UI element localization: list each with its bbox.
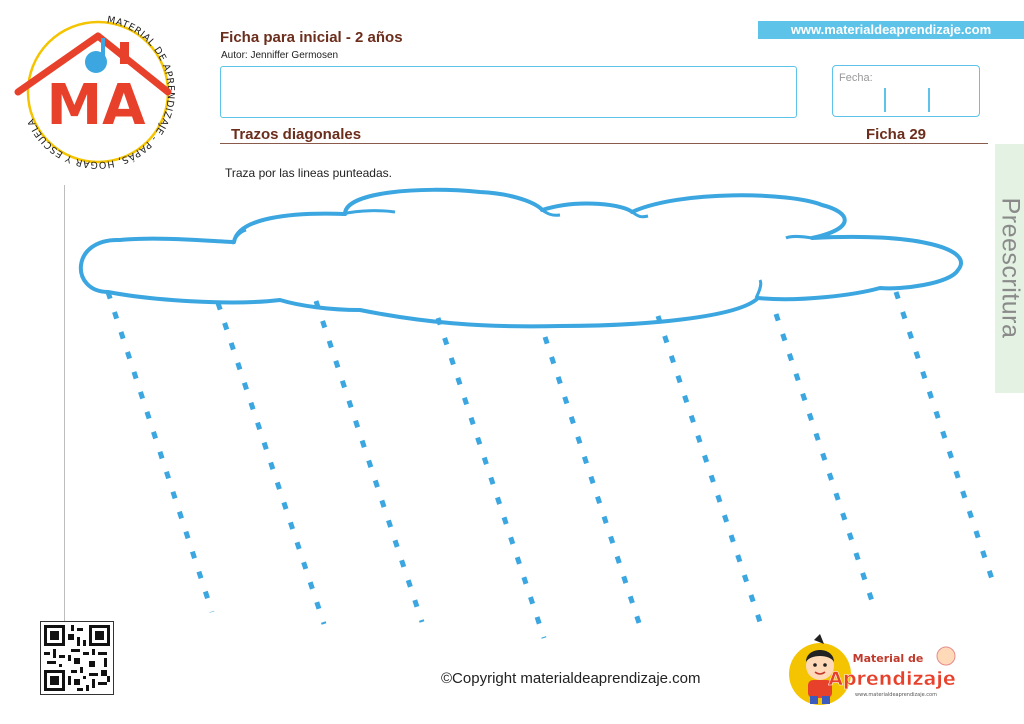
trace-line[interactable] bbox=[896, 292, 993, 582]
worksheet-title: Ficha para inicial - 2 años bbox=[220, 29, 403, 46]
instruction-text: Traza por las lineas punteadas. bbox=[225, 166, 392, 180]
side-tab-label: Preescritura bbox=[996, 197, 1024, 339]
trace-line[interactable] bbox=[316, 301, 422, 622]
copyright-text: ©Copyright materialdeaprendizaje.com bbox=[441, 670, 701, 687]
logo-monogram: MA bbox=[46, 73, 146, 138]
logo-ring-text: MATERIAL DE APRENDIZAJE - PAPÁS, HOGAR Y ESCUELA bbox=[25, 14, 177, 171]
website-banner[interactable]: www.materialdeaprendizaje.com bbox=[758, 21, 1024, 39]
date-label: Fecha: bbox=[839, 72, 873, 84]
brand-url: www.materialdeaprendizaje.com bbox=[855, 692, 937, 698]
trace-line[interactable] bbox=[658, 316, 764, 634]
brand-line2: Aprendizaje bbox=[828, 668, 956, 690]
author-label: Autor: Jenniffer Germosen bbox=[221, 50, 339, 61]
brand-line1: Material de bbox=[852, 652, 924, 665]
cloud-shape bbox=[81, 190, 961, 327]
sheet-number: Ficha 29 bbox=[866, 126, 927, 143]
trace-line[interactable] bbox=[438, 318, 544, 638]
trace-line[interactable] bbox=[108, 292, 212, 612]
qr-code-icon[interactable] bbox=[40, 621, 114, 695]
trace-line[interactable] bbox=[218, 303, 324, 624]
trace-line[interactable] bbox=[545, 337, 640, 626]
worksheet-topic: Trazos diagonales bbox=[231, 126, 362, 143]
trace-line[interactable] bbox=[776, 314, 873, 604]
footer-brand-logo bbox=[786, 632, 962, 712]
